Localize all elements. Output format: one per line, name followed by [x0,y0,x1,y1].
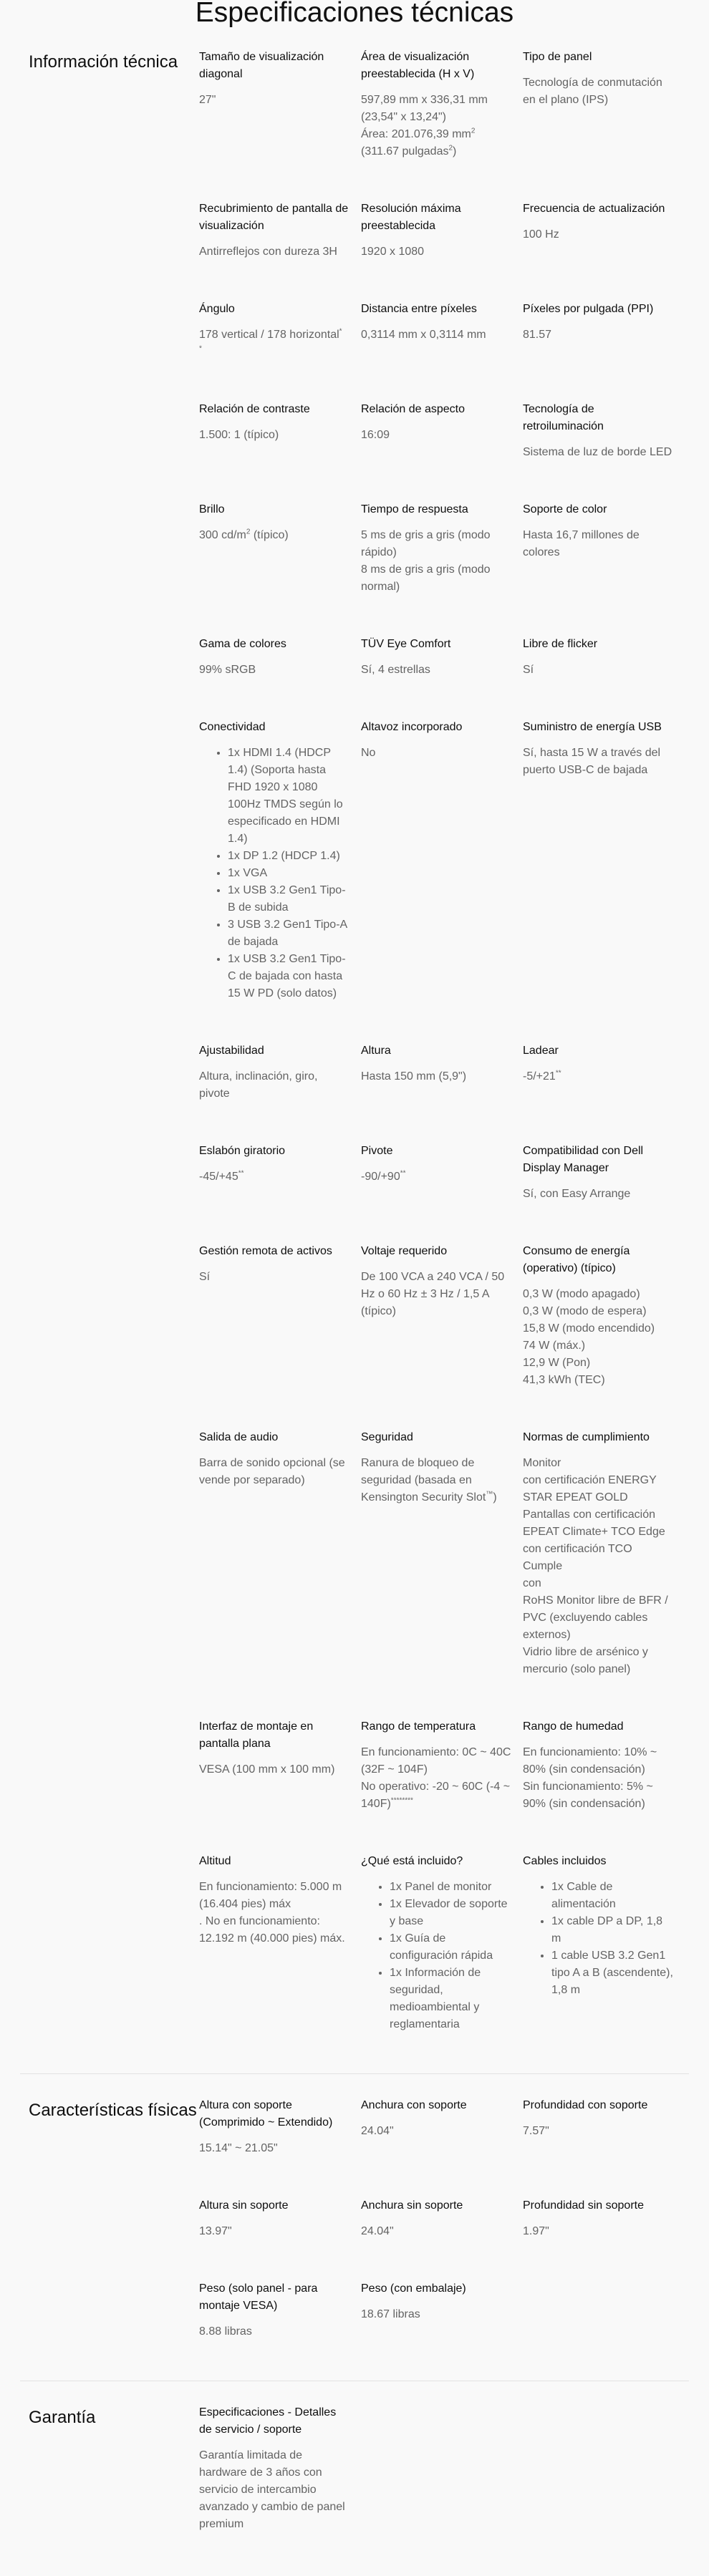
spec-item [199,1718,361,1813]
spec-item [199,719,361,1002]
spec-value-line: 178 vertical / 178 horizontal* [199,327,342,341]
spec-list-item: • 1x USB 3.2 Gen1 Tipo-C de bajada con hasta 15 W PD (solo datos) [228,951,349,1002]
spec-item [523,401,685,461]
spec-list-item: • 1x Panel de monitor [390,1879,511,1896]
spec-value-line: 7.57" [523,2125,549,2137]
spec-value-line: Vidrio libre de arsénico y mercurio (solo panel) [523,1646,648,1675]
spec-list [199,745,349,1002]
spec-value-line: VESA (100 mm x 100 mm) [199,1763,335,1776]
spec-value [361,1068,511,1085]
spec-label: Cables incluidos [523,1855,607,1867]
spec-item [361,501,523,596]
spec-list-item: • 1x DP 1.2 (HDCP 1.4) [228,848,349,865]
spec-label: Relación de contraste [199,403,310,415]
spec-list-item: • 1x Cable de alimentación [551,1879,673,1913]
spec-label: Profundidad con soporte [523,2099,648,2111]
spec-label: Altura con soporte (Comprimido ~ Extendido) [199,2099,333,2129]
spec-value-line: 81.57 [523,329,552,341]
spec-value [199,2447,349,2533]
spec-label: Tipo de panel [523,51,592,63]
spec-item [361,301,523,361]
spec-label: Soporte de color [523,503,607,515]
section-heading: Características físicas [29,2101,197,2120]
spec-item [523,1853,685,2033]
spec-item [199,1853,361,2033]
spec-value-line: No [361,747,376,759]
spec-value [199,326,349,361]
spec-value-line: En funcionamiento: 5.000 m (16.404 pies) máx [199,1881,342,1910]
spec-item [199,501,361,596]
spec-value-line: 41,3 kWh (TEC) [523,1374,605,1386]
spec-label: Rango de temperatura [361,1720,476,1733]
spec-item [361,2197,523,2240]
spec-value-line: 5 ms de gris a gris (modo rápido) [361,529,491,558]
spec-item [523,301,685,361]
spec-value-line: 15.14" ~ 21.05" [199,2142,278,2154]
spec-label: Anchura sin soporte [361,2199,463,2212]
spec-label: Voltaje requerido [361,1245,448,1257]
spec-value [199,2223,349,2240]
spec-label: Interfaz de montaje en pantalla plana [199,1720,314,1750]
spec-label: ¿Qué está incluido? [361,1855,463,1867]
spec-label: Área de visualización preestablecida (H x V) [361,51,475,80]
spec-label: Normas de cumplimiento [523,1431,650,1443]
spec-item [523,200,685,261]
spec-value-line: -5/+21** [523,1069,561,1083]
spec-value-line: Hasta 16,7 millones de colores [523,529,640,558]
spec-value-line: Tecnología de conmutación en el plano (IPS) [523,77,662,106]
spec-value [361,326,511,344]
spec-label: Pivote [361,1145,393,1157]
spec-value-line: 15,8 W (modo encendido) [523,1322,655,1335]
spec-label: Salida de audio [199,1431,279,1443]
section-heading: Información técnica [29,52,178,72]
spec-list [361,1879,511,2033]
spec-value [523,444,673,461]
spec-grid [199,2404,685,2573]
spec-list-item: • 1x VGA [228,865,349,882]
spec-label: Altura [361,1045,391,1057]
spec-item [361,1143,523,1203]
spec-label: Peso (con embalaje) [361,2282,466,2295]
spec-value [199,92,349,109]
section-heading: Garantía [29,2408,96,2427]
spec-grid [199,2097,685,2381]
spec-value-line: 0,3114 mm x 0,3114 mm [361,329,486,341]
spec-item [199,1429,361,1678]
spec-value [523,745,673,779]
spec-label: Ladear [523,1045,559,1057]
spec-value [361,427,511,444]
spec-value-line: No operativo: -20 ~ 60C (-4 ~ 140F)******** [361,1781,511,1810]
spec-value [361,1455,511,1506]
spec-value-line: De 100 VCA a 240 VCA / 50 Hz o 60 Hz ± 3 Hz / 1,5 A (típico) [361,1271,505,1317]
spec-value [199,1269,349,1286]
spec-list-item: • 1x HDMI 1.4 (HDCP 1.4) (Soporta hasta FHD 1920 x 1080 100Hz TMDS según lo especificado en HDMI 1.4) [228,745,349,848]
spec-item [523,49,685,160]
spec-item [199,2280,361,2340]
spec-value [361,2223,511,2240]
spec-value-line: Hasta 150 mm (5,9") [361,1070,467,1083]
spec-value-line: Sí, hasta 15 W a través del puerto USB-C de bajada [523,747,661,776]
spec-value-line: Antirreflejos con dureza 3H [199,246,337,258]
spec-label: Peso (solo panel - para montaje VESA) [199,2282,318,2312]
spec-value [523,1744,673,1813]
spec-item [361,1718,523,1813]
spec-label: Profundidad sin soporte [523,2199,644,2212]
spec-value-line: Sí [523,664,534,676]
spec-label: Compatibilidad con Dell Display Manager [523,1145,644,1174]
spec-value [523,662,673,679]
spec-value-line: * [199,344,202,353]
spec-value-line: . No en funcionamiento: 12.192 m (40.000 pies) máx. [199,1915,345,1945]
spec-value [523,326,673,344]
spec-value-line: Sí, con Easy Arrange [523,1188,631,1200]
spec-label: Altitud [199,1855,231,1867]
spec-value [523,1186,673,1203]
spec-value-line: 18.67 libras [361,2308,420,2320]
spec-value-line: con certificación ENERGY STAR EPEAT GOLD [523,1474,657,1504]
spec-item [199,1243,361,1389]
spec-value [523,74,673,109]
spec-section [0,26,709,2073]
spec-value-line: -45/+45** [199,1169,244,1183]
spec-value-line: 100 Hz [523,228,559,241]
spec-item [361,636,523,679]
spec-value-line: 300 $cd/m^2$ (típico) [199,528,289,541]
spec-value-line: Sí, 4 estrellas [361,664,430,676]
spec-item [199,2197,361,2240]
spec-value-line: Garantía limitada de hardware de 3 años con servicio de intercambio avanzado y cambio de panel premium [199,2449,345,2530]
spec-value [523,1286,673,1389]
spec-value-line: (23,54" x 13,24") [361,111,446,123]
spec-item [199,1042,361,1103]
spec-label: Eslabón giratorio [199,1145,286,1157]
spec-value-line: (311.67 pulgadas$^2$) [361,144,457,158]
spec-value-line: 8 ms de gris a gris (modo normal) [361,563,491,593]
spec-label: Ajustabilidad [199,1045,264,1057]
spec-label: Gestión remota de activos [199,1245,332,1257]
spec-list-item: • 3 USB 3.2 Gen1 Tipo-A de bajada [228,916,349,951]
spec-value [361,1269,511,1320]
spec-value [199,662,349,679]
spec-list-item: • 1x Información de seguridad, medioambiental y reglamentaria [390,1965,511,2033]
spec-value [199,2140,349,2157]
spec-item [361,2097,523,2157]
spec-list [523,1879,673,1999]
spec-item [361,1429,523,1678]
spec-value-line: Sistema de luz de borde LED [523,446,672,458]
spec-label: Ángulo [199,303,235,315]
spec-label: Seguridad [361,1431,413,1443]
spec-value [199,243,349,261]
spec-item [199,301,361,361]
spec-value-line: 13.97" [199,2225,232,2237]
spec-item [199,636,361,679]
spec-value-line: RoHS Monitor libre de BFR / PVC (excluyendo cables externos) [523,1594,668,1641]
spec-item [199,401,361,461]
spec-item [199,200,361,261]
spec-value-line: En funcionamiento: 0C ~ 40C (32F ~ 104F) [361,1746,511,1776]
spec-value-line: 597,89 mm x 336,31 mm [361,94,488,106]
spec-grid [199,49,685,2073]
spec-value-line: 99% sRGB [199,664,256,676]
spec-value-line: 16:09 [361,429,390,441]
spec-value [199,1068,349,1103]
page-title: Especificaciones técnicas [195,0,514,28]
spec-value-line: con certificación TCO Cumple [523,1543,632,1572]
spec-item [361,2280,523,2340]
spec-item [199,49,361,160]
spec-label: Suministro de energía USB [523,721,662,733]
spec-label: Libre de flicker [523,638,598,650]
spec-value [361,1168,511,1186]
spec-value-line: con [523,1577,541,1589]
spec-value-line: 0,3 W (modo apagado) [523,1288,640,1300]
spec-item [523,2097,685,2157]
spec-value-line: Área: 201.076,39 $mm^2$ [361,127,476,140]
spec-item [361,1853,523,2033]
spec-value [523,226,673,243]
spec-value-line: 24.04" [361,2225,394,2237]
spec-value [523,1879,673,1999]
spec-item [523,1718,685,1813]
spec-label: Gama de colores [199,638,286,650]
spec-label: TÜV Eye Comfort [361,638,451,650]
spec-label: Frecuencia de actualización [523,203,665,215]
spec-value [523,2223,673,2240]
spec-value-line: 24.04" [361,2125,394,2137]
spec-item [361,49,523,160]
spec-item [523,501,685,596]
spec-item [361,200,523,261]
spec-label: Altavoz incorporado [361,721,463,733]
spec-value [523,2123,673,2140]
spec-value [199,1761,349,1778]
spec-value-line: 74 W (máx.) [523,1340,586,1352]
spec-item [361,1243,523,1389]
spec-item [523,1429,685,1678]
spec-value-line: 1.97" [523,2225,549,2237]
spec-label: Tecnología de retroiluminación [523,403,604,432]
spec-item [199,1143,361,1203]
spec-value [523,527,673,561]
spec-value-line: Sin funcionamiento: 5% ~ 90% (sin condensación) [523,1781,653,1810]
spec-list-item: • 1x Elevador de soporte y base [390,1896,511,1930]
spec-label: Consumo de energía (operativo) (típico) [523,1245,630,1274]
spec-value-line: 8.88 libras [199,2325,252,2338]
spec-value [361,92,511,160]
spec-value [199,1455,349,1489]
spec-value [361,662,511,679]
spec-list-item: • 1x cable DP a DP, 1,8 m [551,1913,673,1947]
spec-section [20,2381,689,2573]
spec-list-item: • 1 cable USB 3.2 Gen1 tipo A a B (ascendente), 1,8 m [551,1947,673,1999]
spec-value [361,527,511,596]
spec-item [523,719,685,1002]
spec-value [199,1168,349,1186]
spec-sections [0,26,709,2573]
spec-label: Tamaño de visualización diagonal [199,51,324,80]
spec-value-line: Barra de sonido opcional (se vende por separado) [199,1457,345,1486]
spec-label: Tiempo de respuesta [361,503,468,515]
spec-item [523,1143,685,1203]
spec-label: Recubrimiento de pantalla de visualización [199,203,349,232]
spec-value-line: Pantallas con certificación EPEAT Climate+ TCO Edge [523,1509,665,1538]
spec-item [199,2404,361,2533]
spec-value [199,427,349,444]
spec-value [523,1455,673,1678]
spec-value-line: 1920 x 1080 [361,246,425,258]
spec-label: Conectividad [199,721,266,733]
spec-list-item: • 1x USB 3.2 Gen1 Tipo-B de subida [228,882,349,916]
spec-value-line: Monitor [523,1457,561,1469]
spec-value-line: 1.500: 1 (típico) [199,429,279,441]
spec-label: Rango de humedad [523,1720,624,1733]
spec-item [361,719,523,1002]
spec-value [361,2123,511,2140]
spec-label: Píxeles por pulgada (PPI) [523,303,654,315]
spec-label: Distancia entre píxeles [361,303,477,315]
spec-value-line: Altura, inclinación, giro, pivote [199,1070,318,1100]
spec-label: Especificaciones - Detalles de servicio / soporte [199,2406,337,2436]
spec-value [361,745,511,762]
spec-item [523,1042,685,1103]
spec-value [199,1879,349,1947]
spec-item [361,1042,523,1103]
spec-label: Relación de aspecto [361,403,465,415]
spec-value-line: En funcionamiento: 10% ~ 80% (sin condensación) [523,1746,657,1776]
spec-value [361,1744,511,1813]
spec-label: Anchura con soporte [361,2099,467,2111]
spec-value-line: Ranura de bloqueo de seguridad (basada en Kensington Security Slot™) [361,1457,497,1504]
spec-item [361,401,523,461]
spec-item [523,2197,685,2240]
spec-item [199,2097,361,2157]
spec-value [361,2306,511,2323]
spec-label: Resolución máxima preestablecida [361,203,461,232]
spec-value [361,243,511,261]
spec-value-line: -90/+90** [361,1169,406,1183]
spec-value-line: 12,9 W (Pon) [523,1357,591,1369]
spec-label: Brillo [199,503,225,515]
spec-value-line: 0,3 W (modo de espera) [523,1305,647,1317]
spec-value-line: 27" [199,94,216,106]
spec-label: Altura sin soporte [199,2199,289,2212]
spec-section [20,2073,689,2381]
spec-value [199,527,349,544]
spec-list-item: • 1x Guía de configuración rápida [390,1930,511,1965]
spec-value [523,1068,673,1085]
spec-value [361,1879,511,2033]
spec-value-line: Sí [199,1271,211,1283]
spec-item [523,1243,685,1389]
spec-item [523,636,685,679]
spec-value [199,2323,349,2340]
spec-value [199,745,349,1002]
